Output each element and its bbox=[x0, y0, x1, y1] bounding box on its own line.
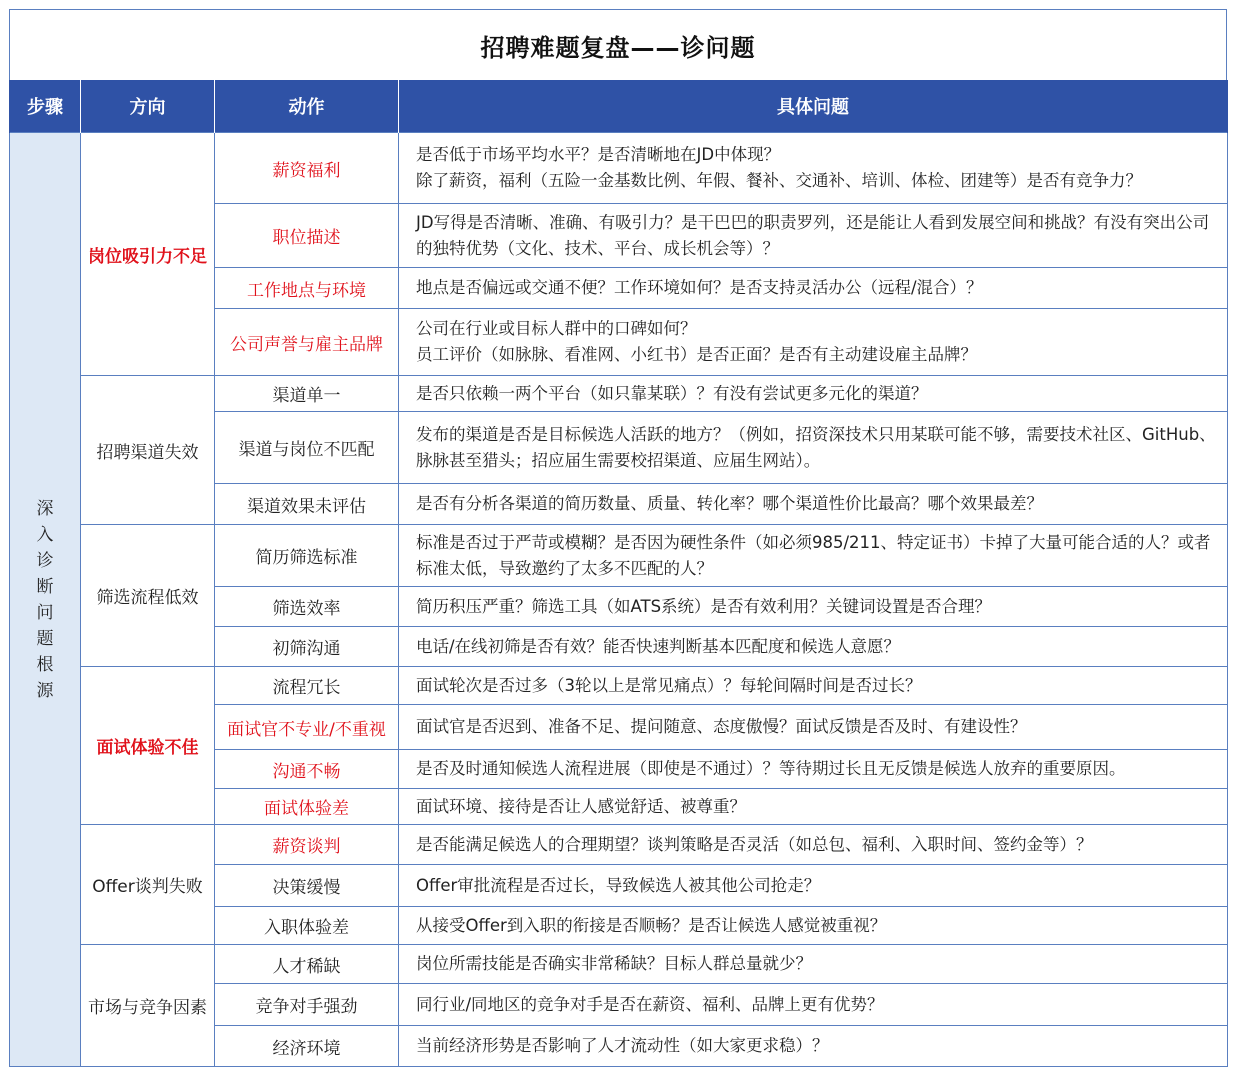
action-cell: 竞争对手强劲 bbox=[215, 984, 399, 1026]
action-cell: 决策缓慢 bbox=[215, 865, 399, 907]
header-step: 步骤 bbox=[10, 80, 81, 133]
question-cell bbox=[399, 412, 1228, 484]
question-line: 是否及时通知候选人流程进展（即使是不通过）？等待期过长且无反馈是候选人放弃的重要原因。 bbox=[416, 759, 1126, 778]
question-line: 电话/在线初筛是否有效？能否快速判断基本匹配度和候选人意愿？ bbox=[416, 636, 901, 656]
table-row bbox=[10, 825, 1228, 865]
table-row bbox=[10, 376, 1228, 412]
header-direction: 方向 bbox=[81, 80, 215, 133]
action-cell: 渠道效果未评估 bbox=[215, 484, 399, 525]
question-cell bbox=[399, 204, 1228, 268]
action-cell: 经济环境 bbox=[215, 1026, 399, 1067]
direction-cell: 招聘渠道失效 bbox=[81, 376, 215, 525]
question-cell bbox=[399, 133, 1228, 204]
question-cell bbox=[399, 865, 1228, 907]
question-cell bbox=[399, 825, 1228, 865]
question-cell bbox=[399, 525, 1228, 587]
question-line: 当前经济形势是否影响了人才流动性（如大家更求稳）？ bbox=[416, 1036, 829, 1055]
action-cell: 初筛沟通 bbox=[215, 627, 399, 667]
question-line: 标准是否过于严苛或模糊？是否因为硬性条件（如必须985/211、特定证书）卡掉了大量可能合适的人？或者标准太低，导致邀约了太多不匹配的人？ bbox=[416, 532, 1211, 578]
question-line: 简历积压严重？筛选工具（如ATS系统）是否有效利用？关键词设置是否合理？ bbox=[416, 596, 992, 616]
action-cell: 人才稀缺 bbox=[215, 945, 399, 984]
question-cell bbox=[399, 705, 1228, 750]
direction-cell: 岗位吸引力不足 bbox=[81, 133, 215, 376]
question-line: 从接受Offer到入职的衔接是否顺畅？是否让候选人感觉被重视？ bbox=[416, 915, 887, 935]
question-line: 是否有分析各渠道的简历数量、质量、转化率？哪个渠道性价比最高？哪个效果最差？ bbox=[416, 494, 1043, 513]
diagnosis-sheet bbox=[9, 9, 1227, 1072]
question-line: 岗位所需技能是否确实非常稀缺？目标人群总量就少？ bbox=[416, 954, 812, 973]
question-cell bbox=[399, 667, 1228, 705]
table-header-row bbox=[10, 80, 1228, 133]
table-row bbox=[10, 945, 1228, 984]
question-cell bbox=[399, 1026, 1228, 1067]
question-cell bbox=[399, 309, 1228, 376]
question-cell bbox=[399, 789, 1228, 825]
question-line: 同行业/同地区的竞争对手是否在薪资、福利、品牌上更有优势？ bbox=[416, 994, 884, 1014]
table-row bbox=[10, 525, 1228, 587]
question-line: 地点是否偏远或交通不便？工作环境如何？是否支持灵活办公（远程/混合）？ bbox=[416, 278, 983, 297]
action-cell: 薪资谈判 bbox=[215, 825, 399, 865]
header-question: 具体问题 bbox=[399, 80, 1228, 133]
action-cell: 渠道单一 bbox=[215, 376, 399, 412]
action-cell: 职位描述 bbox=[215, 204, 399, 268]
question-line: 是否低于市场平均水平？是否清晰地在JD中体现？ bbox=[416, 145, 781, 164]
question-cell bbox=[399, 376, 1228, 412]
question-line: JD写得是否清晰、准确、有吸引力？是干巴巴的职责罗列，还是能让人看到发展空间和挑战？有没有突出公司的独特优势（文化、技术、平台、成长机会等）？ bbox=[416, 212, 1210, 258]
action-cell: 筛选效率 bbox=[215, 587, 399, 627]
action-cell: 面试官不专业/不重视 bbox=[215, 705, 399, 750]
step-cell bbox=[10, 133, 81, 1067]
direction-cell: 市场与竞争因素 bbox=[81, 945, 215, 1067]
action-cell: 公司声誉与雇主品牌 bbox=[215, 309, 399, 376]
question-line: 面试环境、接待是否让人感觉舒适、被尊重？ bbox=[416, 796, 746, 816]
question-cell bbox=[399, 627, 1228, 667]
table-row bbox=[10, 667, 1228, 705]
action-cell: 薪资福利 bbox=[215, 133, 399, 204]
header-action: 动作 bbox=[215, 80, 399, 133]
page-title: 招聘难题复盘——诊问题 bbox=[9, 9, 1227, 80]
direction-cell: 筛选流程低效 bbox=[81, 525, 215, 667]
question-cell bbox=[399, 587, 1228, 627]
question-line: 员工评价（如脉脉、看准网、小红书）是否正面？是否有主动建设雇主品牌？ bbox=[416, 345, 977, 364]
action-cell: 工作地点与环境 bbox=[215, 268, 399, 309]
diagnosis-table bbox=[9, 80, 1228, 1067]
question-line: 面试官是否迟到、准备不足、提问随意、态度傲慢？面试反馈是否及时、有建设性？ bbox=[416, 717, 1027, 736]
action-cell: 沟通不畅 bbox=[215, 750, 399, 789]
question-cell bbox=[399, 750, 1228, 789]
question-cell bbox=[399, 984, 1228, 1026]
action-cell: 渠道与岗位不匹配 bbox=[215, 412, 399, 484]
question-line: 是否只依赖一两个平台（如只靠某联）？有没有尝试更多元化的渠道？ bbox=[416, 383, 928, 403]
action-cell: 入职体验差 bbox=[215, 907, 399, 945]
question-line: Offer审批流程是否过长，导致候选人被其他公司抢走？ bbox=[416, 875, 821, 895]
question-line: 是否能满足候选人的合理期望？谈判策略是否灵活（如总包、福利、入职时间、签约金等）？ bbox=[416, 834, 1093, 854]
question-line: 面试轮次是否过多（3轮以上是常见痛点）？每轮间隔时间是否过长？ bbox=[416, 675, 922, 695]
action-cell: 面试体验差 bbox=[215, 789, 399, 825]
direction-cell: 面试体验不佳 bbox=[81, 667, 215, 825]
table-row bbox=[10, 133, 1228, 204]
question-cell bbox=[399, 907, 1228, 945]
action-cell: 简历筛选标准 bbox=[215, 525, 399, 587]
step-label: 深入诊断问题根源 bbox=[36, 498, 54, 701]
direction-cell: Offer谈判失败 bbox=[81, 825, 215, 945]
question-line: 发布的渠道是否是目标候选人活跃的地方？（例如，招资深技术只用某联可能不够，需要技术社区、GitHub、脉脉甚至猎头；招应届生需要校招渠道、应届生网站）。 bbox=[416, 424, 1216, 470]
question-cell bbox=[399, 268, 1228, 309]
question-line: 公司在行业或目标人群中的口碑如何？ bbox=[416, 319, 697, 338]
question-cell bbox=[399, 484, 1228, 525]
question-cell bbox=[399, 945, 1228, 984]
action-cell: 流程冗长 bbox=[215, 667, 399, 705]
question-line: 除了薪资，福利（五险一金基数比例、年假、餐补、交通补、培训、体检、团建等）是否有竞争力？ bbox=[416, 171, 1142, 190]
